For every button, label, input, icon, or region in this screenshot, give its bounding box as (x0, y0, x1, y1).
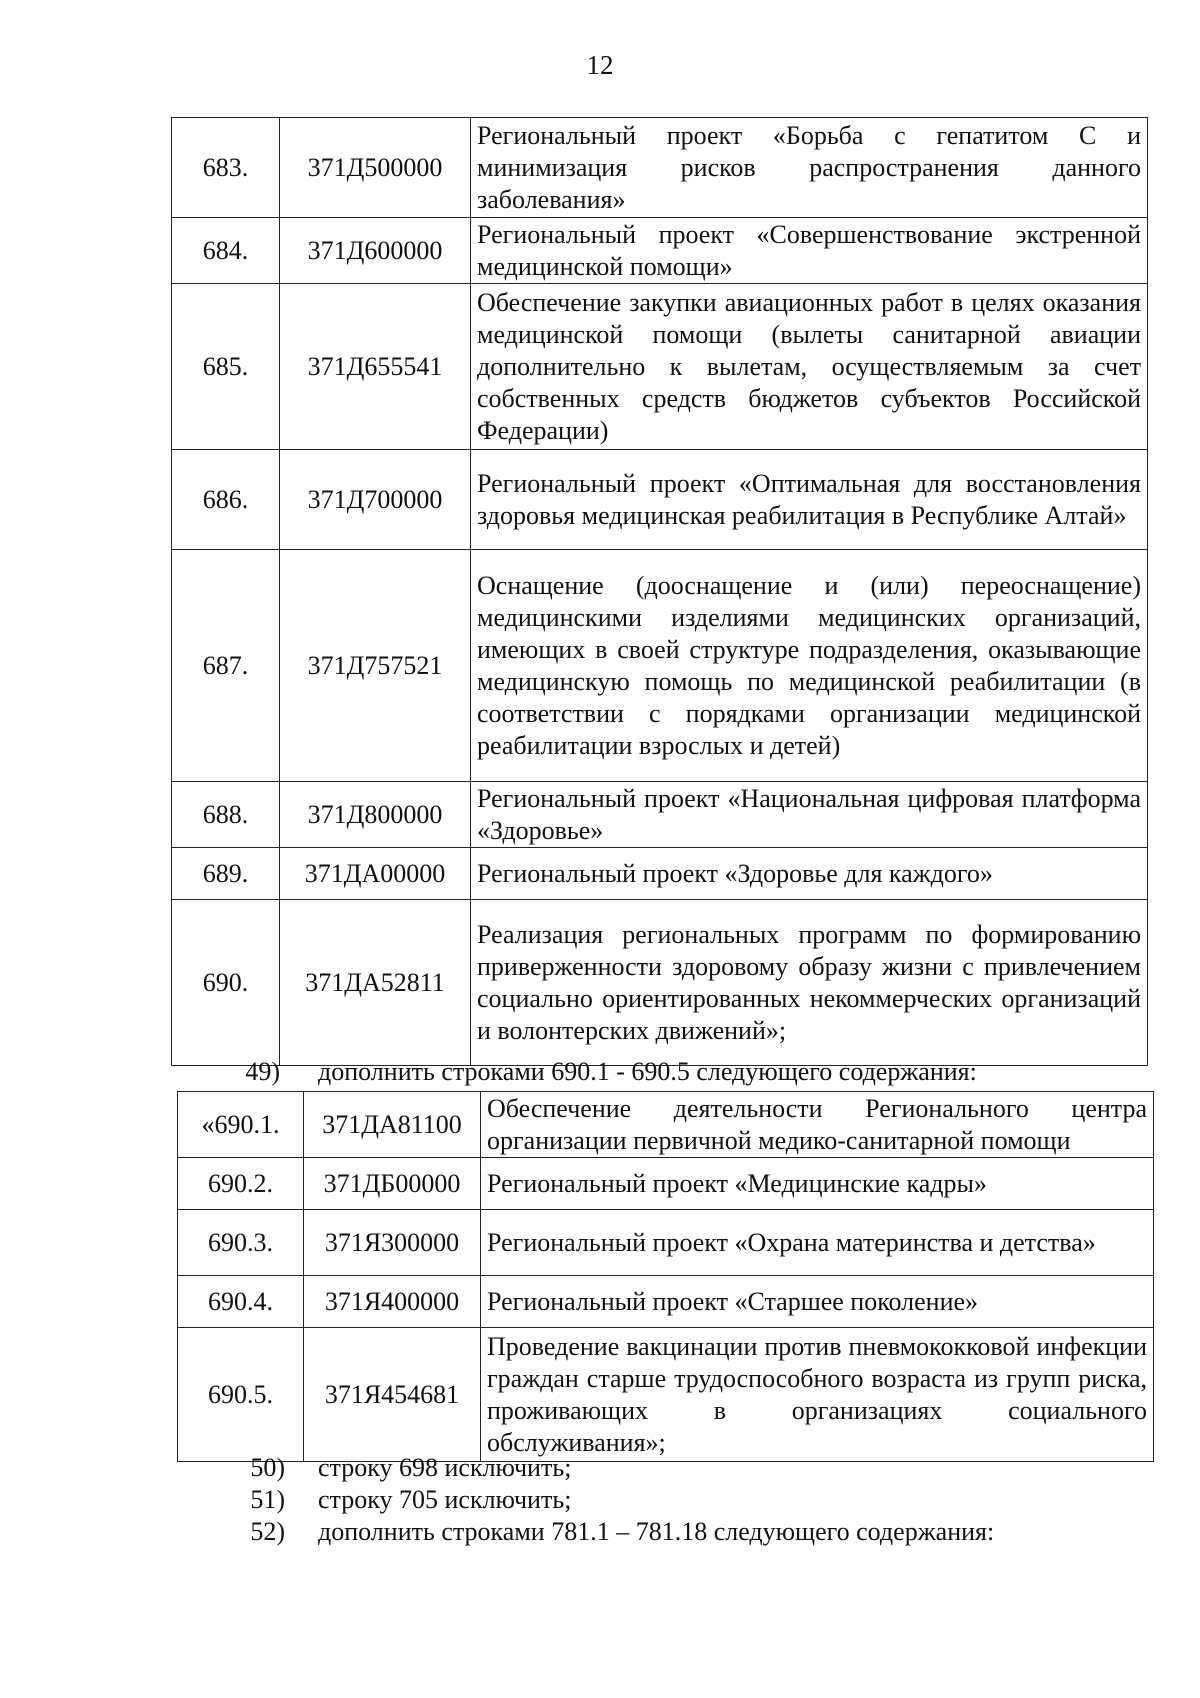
row-code: 371Д757521 (280, 550, 471, 782)
item-text: дополнить строками 690.1 - 690.5 следующего содержания: (318, 1057, 977, 1086)
table-row (178, 1328, 1154, 1462)
row-code: 371Я400000 (304, 1276, 481, 1328)
row-code: 371ДА00000 (280, 848, 471, 900)
row-description: Региональный проект «Совершенствование экстренной медицинской помощи» (471, 218, 1148, 284)
row-number: 687. (172, 550, 280, 782)
row-number: 690.4. (178, 1276, 304, 1328)
row-description: Обеспечение закупки авиационных работ в целях оказания медицинской помощи (вылеты санитарной авиации дополнительно к вылетам, осуществляемым за счет собственных средств бюджетов субъектов Российской Федерации) (471, 284, 1148, 450)
row-code: 371ДБ00000 (304, 1158, 481, 1210)
row-number: 690. (172, 900, 280, 1066)
row-code: 371Д800000 (280, 782, 471, 848)
amendment-item (0, 1056, 1200, 1088)
amendment-item (0, 1452, 1200, 1484)
row-number: 690.3. (178, 1210, 304, 1276)
page-number: 12 (586, 50, 614, 80)
item-text: строку 705 исключить; (318, 1485, 572, 1514)
table-row (172, 848, 1148, 900)
row-description: Оснащение (дооснащение и (или) переоснащение) медицинскими изделиями медицинских организаций, имеющих в своей структуре подразделения, оказывающие медицинскую помощь по медицинской реабилитации (в соответствии с порядками организации медицинской реабилитации взрослых и детей) (471, 550, 1148, 782)
amendment-item (0, 1516, 1200, 1548)
item-index: 50) (250, 1453, 285, 1482)
row-number: 683. (172, 118, 280, 218)
row-description: Региональный проект «Здоровье для каждого» (471, 848, 1148, 900)
item-index: 49) (245, 1057, 280, 1086)
table-row (178, 1092, 1154, 1158)
row-number: 685. (172, 284, 280, 450)
row-description: Обеспечение деятельности Регионального центра организации первичной медико-санитарной помощи (481, 1092, 1154, 1158)
row-code: 371Д655541 (280, 284, 471, 450)
row-description: Региональный проект «Старшее поколение» (481, 1276, 1154, 1328)
row-number: «690.1. (178, 1092, 304, 1158)
row-number: 688. (172, 782, 280, 848)
table-row (178, 1210, 1154, 1276)
table-row (172, 900, 1148, 1066)
row-code: 371Я300000 (304, 1210, 481, 1276)
budget-table-2 (177, 1091, 1154, 1462)
row-code: 371Д700000 (280, 450, 471, 550)
row-description: Региональный проект «Охрана материнства и детства» (481, 1210, 1154, 1276)
table-row (172, 450, 1148, 550)
table-row (172, 782, 1148, 848)
table-row (172, 284, 1148, 450)
row-description: Проведение вакцинации против пневмококковой инфекции граждан старше трудоспособного возраста из групп риска, проживающих в организациях социального обслуживания»; (481, 1328, 1154, 1462)
row-description: Региональный проект «Национальная цифровая платформа «Здоровье» (471, 782, 1148, 848)
table-row (172, 550, 1148, 782)
row-number: 690.2. (178, 1158, 304, 1210)
row-number: 686. (172, 450, 280, 550)
row-code: 371Д500000 (280, 118, 471, 218)
row-code: 371Д600000 (280, 218, 471, 284)
row-code: 371ДА52811 (280, 900, 471, 1066)
item-text: строку 698 исключить; (318, 1453, 572, 1482)
item-text: дополнить строками 781.1 – 781.18 следующего содержания: (318, 1517, 995, 1546)
row-number: 689. (172, 848, 280, 900)
row-code: 371ДА81100 (304, 1092, 481, 1158)
row-description: Региональный проект «Оптимальная для восстановления здоровья медицинская реабилитация в Республике Алтай» (471, 450, 1148, 550)
row-number: 684. (172, 218, 280, 284)
budget-table-1 (171, 117, 1148, 1066)
row-number: 690.5. (178, 1328, 304, 1462)
row-description: Региональный проект «Борьба с гепатитом С и минимизация рисков распространения данного заболевания» (471, 118, 1148, 218)
item-index: 51) (250, 1485, 285, 1514)
row-description: Региональный проект «Медицинские кадры» (481, 1158, 1154, 1210)
table-row (178, 1158, 1154, 1210)
item-index: 52) (250, 1517, 285, 1546)
table-row (178, 1276, 1154, 1328)
row-code: 371Я454681 (304, 1328, 481, 1462)
table-row (172, 118, 1148, 218)
row-description: Реализация региональных программ по формированию приверженности здоровому образу жизни с привлечением социально ориентированных некоммерческих организаций и волонтерских движений»; (471, 900, 1148, 1066)
table-row (172, 218, 1148, 284)
amendment-item (0, 1484, 1200, 1516)
